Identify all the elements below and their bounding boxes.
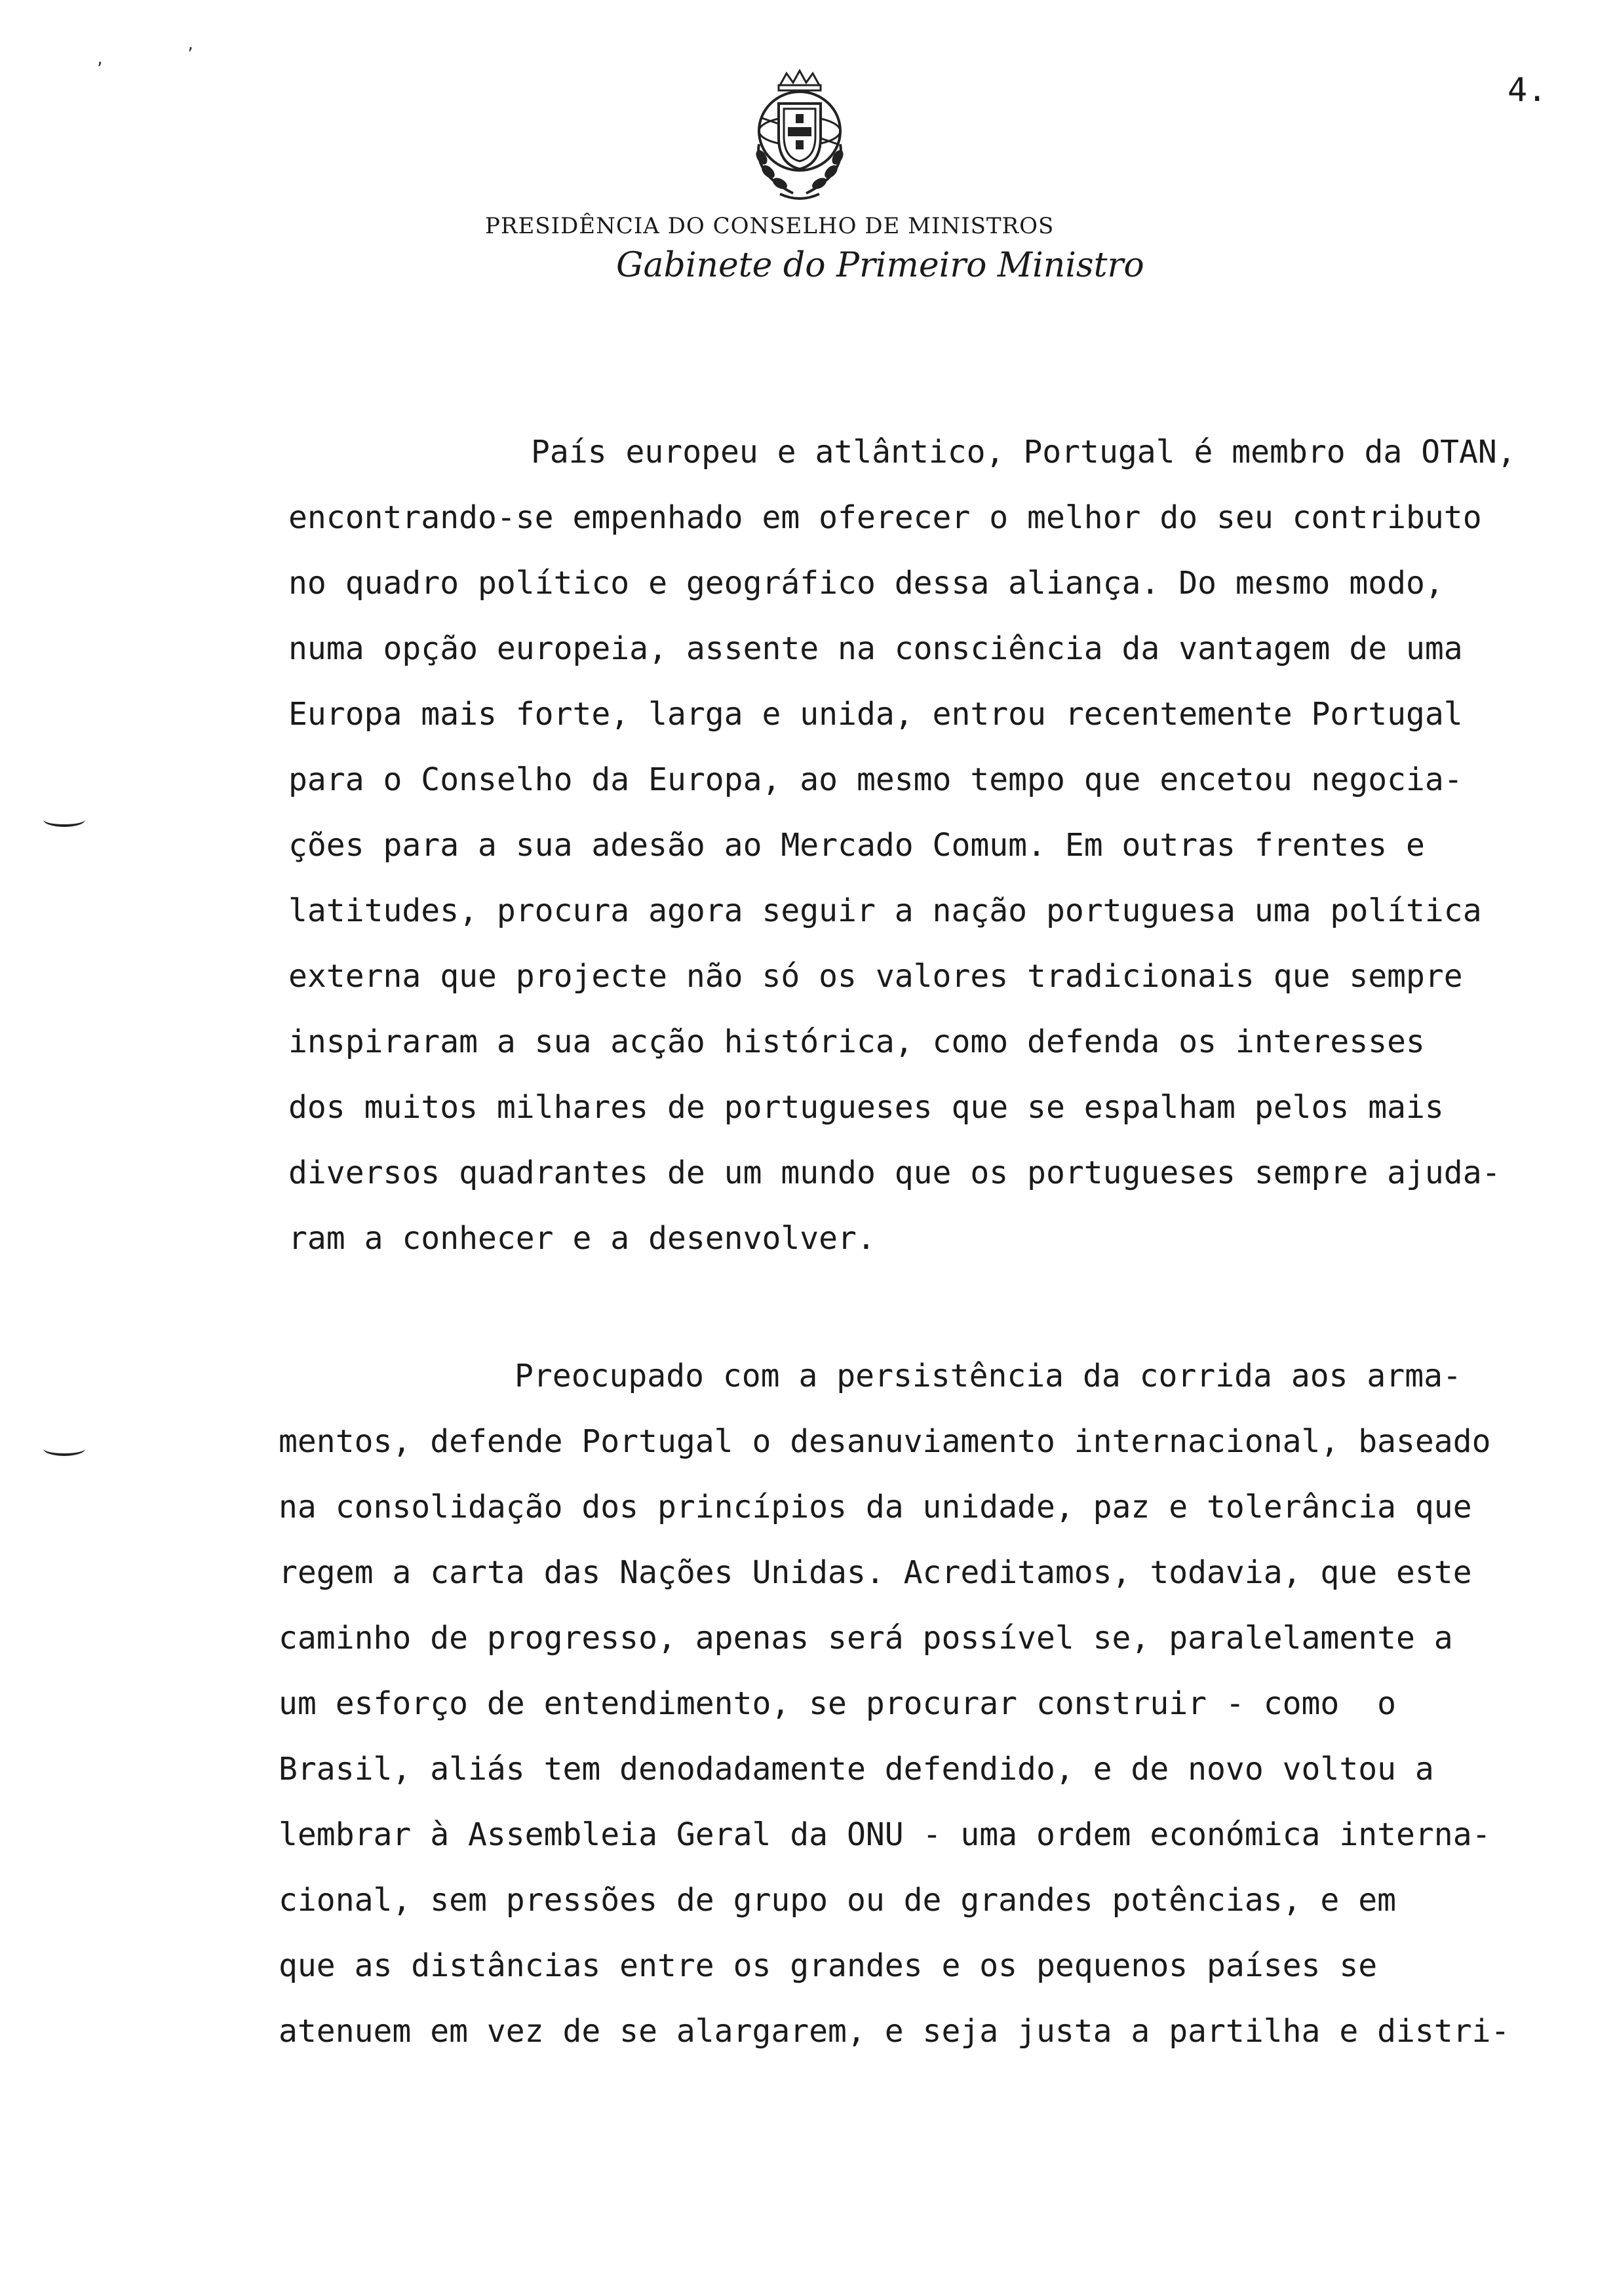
- margin-mark: [43, 1442, 85, 1456]
- paragraph-line: Brasil, aliás tem denodadamente defendido, e de novo voltou a: [279, 1751, 1434, 1788]
- stray-mark: ,: [97, 47, 103, 69]
- paragraph: [288, 419, 1560, 1271]
- paragraph-line: para o Conselho da Europa, ao mesmo tempo que encetou negocia-: [288, 761, 1463, 798]
- paragraph-line: dos muitos milhares de portugueses que se espalham pelos mais: [288, 1089, 1444, 1126]
- paragraph-line: ções para a sua adesão ao Mercado Comum. Em outras frentes e: [288, 827, 1425, 864]
- page-number: 4.: [1508, 71, 1547, 109]
- paragraph-line: que as distâncias entre os grandes e os pequenos países se: [279, 1947, 1378, 1984]
- paragraph-line: encontrando-se empenhado em oferecer o melhor do seu contributo: [288, 499, 1482, 536]
- paragraph-line: Preocupado com a persistência da corrida aos arma-: [515, 1358, 1462, 1394]
- paragraph-line: atenuem em vez de se alargarem, e seja justa a partilha e distri-: [279, 2013, 1510, 2050]
- paragraph-line: País europeu e atlântico, Portugal é membro da OTAN,: [531, 434, 1516, 470]
- letterhead-subtitle: Gabinete do Primeiro Ministro: [616, 246, 1144, 285]
- paragraph-line: latitudes, procura agora seguir a nação portuguesa uma política: [288, 892, 1482, 929]
- paragraph-line: um esforço de entendimento, se procurar construir - como o: [279, 1685, 1397, 1722]
- coat-of-arms-icon: [728, 66, 872, 203]
- stray-mark: ’: [187, 43, 193, 65]
- paragraph-line: caminho de progresso, apenas será possível se, paralelamente a: [279, 1620, 1453, 1656]
- paragraph-line: inspiraram a sua acção histórica, como defenda os interesses: [288, 1024, 1425, 1060]
- paragraph-line: no quadro político e geográfico dessa aliança. Do mesmo modo,: [288, 565, 1444, 602]
- paragraph-line: lembrar à Assembleia Geral da ONU - uma ordem económica interna-: [279, 1816, 1491, 1853]
- paragraph-line: numa opção europeia, assente na consciência da vantagem de uma: [288, 630, 1463, 667]
- paragraph-line: externa que projecte não só os valores tradicionais que sempre: [288, 958, 1463, 995]
- paragraph-line: na consolidação dos princípios da unidade, paz e tolerância que: [279, 1489, 1472, 1525]
- paragraph-line: regem a carta das Nações Unidas. Acreditamos, todavia, que este: [279, 1554, 1472, 1591]
- paragraph-line: ram a conhecer e a desenvolver.: [288, 1220, 876, 1257]
- letterhead-title: PRESIDÊNCIA DO CONSELHO DE MINISTROS: [485, 213, 1055, 239]
- paragraph-line: mentos, defende Portugal o desanuviamento internacional, baseado: [279, 1423, 1491, 1460]
- paragraph: [279, 1343, 1560, 2064]
- margin-mark: [43, 813, 85, 827]
- paragraph-line: diversos quadrantes de um mundo que os portugueses sempre ajuda-: [288, 1155, 1501, 1191]
- paragraph-line: Europa mais forte, larga e unida, entrou recentemente Portugal: [288, 696, 1463, 733]
- paragraph-line: cional, sem pressões de grupo ou de grandes potências, e em: [279, 1882, 1397, 1919]
